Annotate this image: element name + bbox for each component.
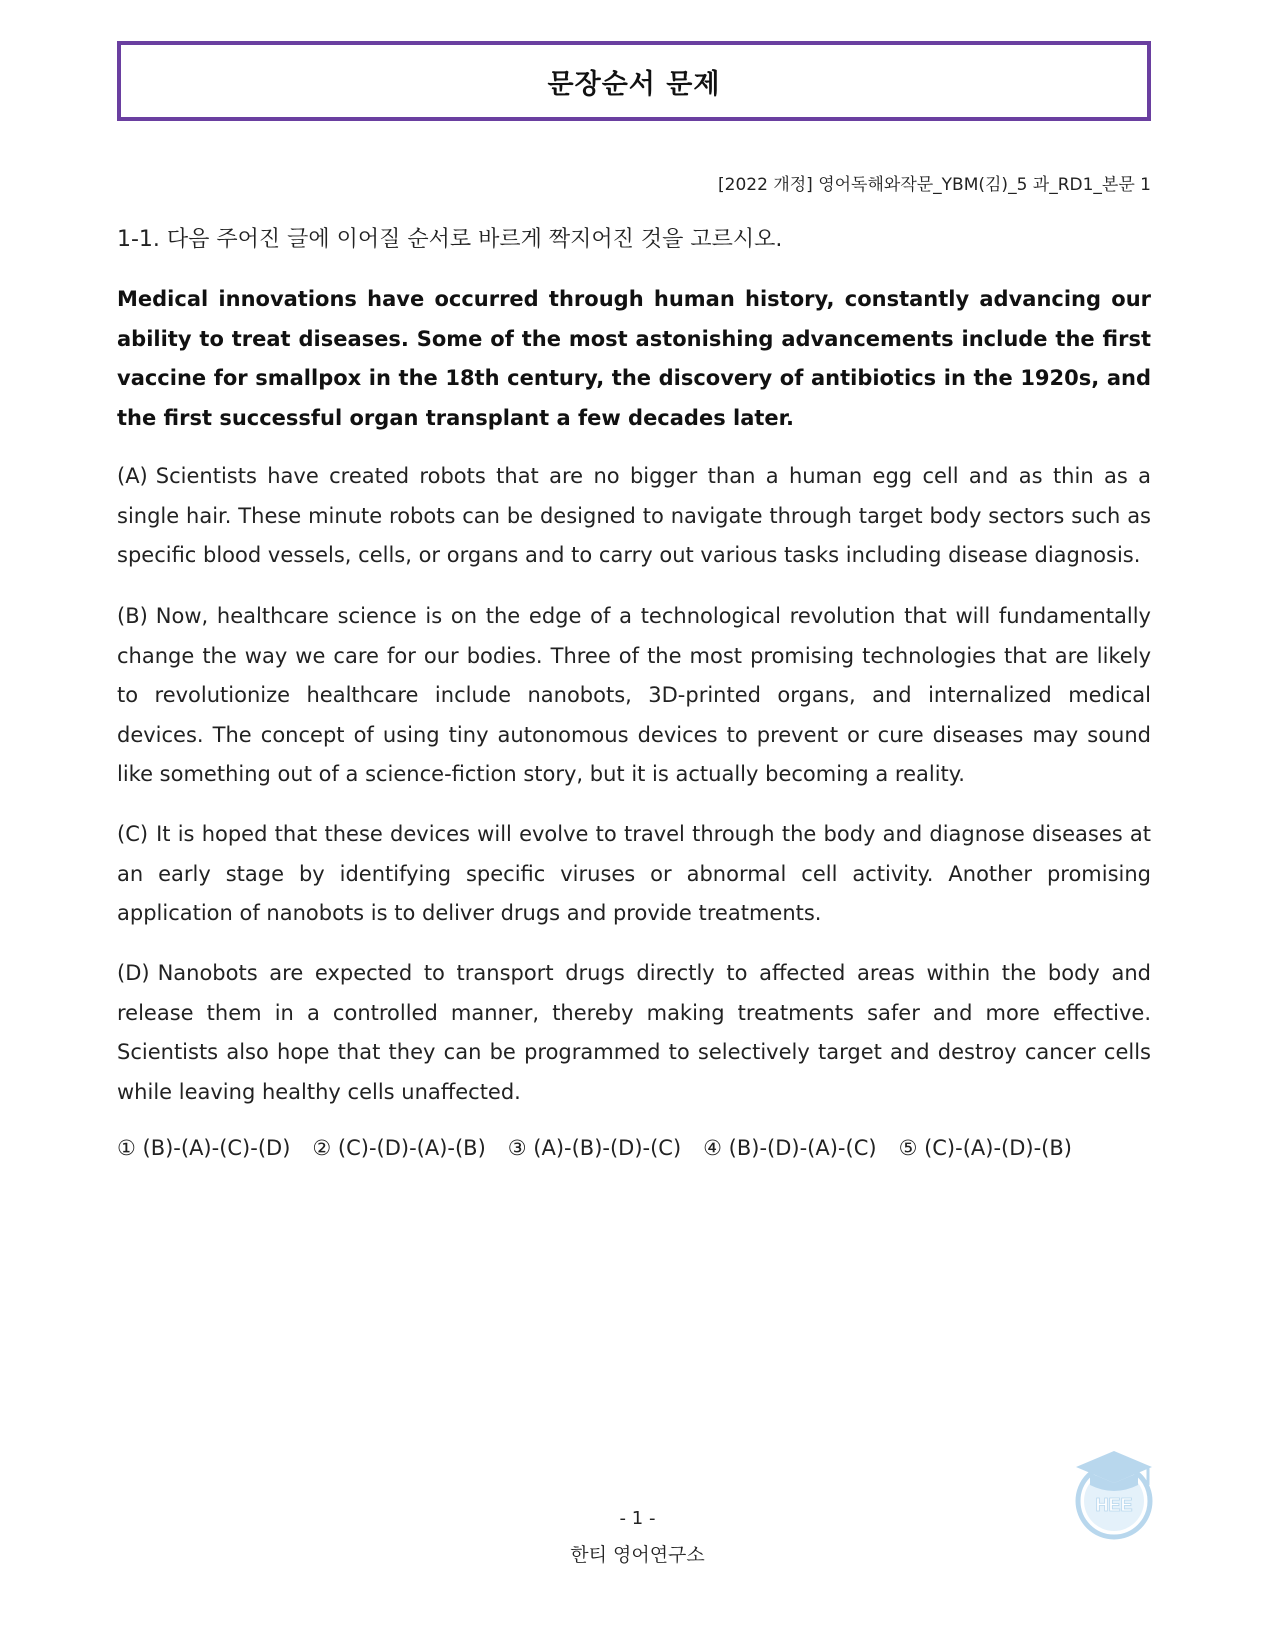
passage-label: (A) bbox=[117, 464, 148, 488]
passage-label: (D) bbox=[117, 961, 150, 985]
source-label: [2022 개정] 영어독해와작문_YBM(김)_5 과_RD1_본문 1 bbox=[718, 175, 1151, 195]
passage-label: (B) bbox=[117, 604, 148, 628]
graduation-cap-icon bbox=[1072, 1445, 1156, 1541]
intro-passage: Medical innovations have occurred through human history, constantly advancing our ability to treat diseases. Some of the most astonishing advancements include the first vaccine for smallpox in the 18th century, the discovery of antibiotics in the 1920s, and the first successful organ transplant a few decades later. bbox=[117, 287, 1151, 430]
choice-5[interactable]: ⑤ (C)-(A)-(D)-(B) bbox=[898, 1136, 1072, 1160]
choice-2[interactable]: ② (C)-(D)-(A)-(B) bbox=[312, 1136, 486, 1160]
page-title: 문장순서 문제 bbox=[547, 68, 721, 100]
choice-4[interactable]: ④ (B)-(D)-(A)-(C) bbox=[703, 1136, 877, 1160]
organization-name: 한티 영어연구소 bbox=[570, 1544, 705, 1566]
logo-text: HEE bbox=[1095, 1495, 1133, 1515]
passage-text: Now, healthcare science is on the edge of a technological revolution that will fundamentally change the way we care for our bodies. Three of the most promising technologies that are likely to revolutionize healthcare include nanobots, 3D-printed organs, and internalized medical devices. The concept of using tiny autonomous devices to prevent or cure diseases may sound like something out of a science-fiction story, but it is actually becoming a reality. bbox=[117, 604, 1151, 786]
passage-text: It is hoped that these devices will evolve to travel through the body and diagnose diseases at an early stage by identifying specific viruses or abnormal cell activity. Another promising application of nanobots is to deliver drugs and provide treatments. bbox=[117, 822, 1151, 925]
passage-label: (C) bbox=[117, 822, 149, 846]
passage-text: Nanobots are expected to transport drugs directly to affected areas within the body and release them in a controlled manner, thereby making treatments safer and more effective. Scientists also hope that they can be programmed to selectively target and destroy cancer cells while leaving healthy cells unaffected. bbox=[117, 961, 1151, 1104]
passage-text: Scientists have created robots that are no bigger than a human egg cell and as thin as a single hair. These minute robots can be designed to navigate through target body sectors such as specific blood vessels, cells, or organs and to carry out various tasks including disease diagnosis. bbox=[117, 464, 1151, 567]
page-number: - 1 - bbox=[619, 1508, 656, 1529]
choice-1[interactable]: ① (B)-(A)-(C)-(D) bbox=[117, 1136, 291, 1160]
passage-c bbox=[117, 815, 1151, 934]
passage-d bbox=[117, 954, 1151, 1112]
choice-3[interactable]: ③ (A)-(B)-(D)-(C) bbox=[507, 1136, 682, 1160]
question-prompt: 1-1. 다음 주어진 글에 이어질 순서로 바르게 짝지어진 것을 고르시오. bbox=[117, 227, 783, 252]
title-box bbox=[117, 41, 1151, 121]
passage-b bbox=[117, 597, 1151, 795]
passage-a bbox=[117, 457, 1151, 576]
answer-choices bbox=[117, 1136, 1072, 1160]
